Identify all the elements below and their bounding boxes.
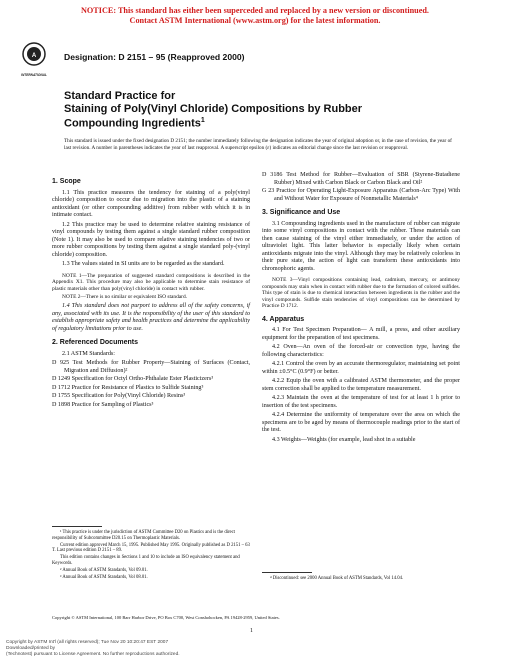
reference-d1898: D 1898 Practice for Sampling of Plastics³ [52,401,154,408]
footnote: ¹ This practice is under the jurisdiction of ASTM Committee D20 on Plastics and is the direct responsibility of Subcommittee D20.15 on Thermoplastic Materials. [52,530,235,541]
right-column [262,172,460,446]
para-4-2-4: 4.2.4 Determine the uniformity of temperature over the area on which the specimens are to be aged by means of thermocouple readings prior to the start of the test. [262,412,460,434]
note-2: NOTE 2—There is no similar or equivalent ISO standard. [62,293,188,300]
license-line-2: Downloaded/printed by [6,645,56,651]
title-line-1: Standard Practice for [64,90,176,102]
footnote: This edition contains changes in Sections 1 and 10 to include an ISO equivalency statement and Keywords. [52,555,240,566]
section-scope-heading: 1. Scope [52,178,81,185]
designation: Designation: D 2151 – 95 (Reapproved 2000) [64,52,245,62]
license-stamp [6,640,180,657]
copyright-line: Copyright © ASTM International, 100 Barr Harbor Drive, PO Box C700, West Conshohocken, PA 19428-2959, United States. [52,615,280,620]
footnote-rule [52,526,102,527]
reference-g23: G 23 Practice for Operating Light-Exposure Apparatus (Carbon-Arc Type) With and Without Water for Exposure of Nonmetallic Materials⁴ [262,188,460,202]
reference-d3186: D 3186 Test Method for Rubber—Evaluation of SBR (Styrene-Butadiene Rubber) Mixed with Carbon Black or Carbon Black and Oil² [262,172,460,186]
section-apparatus-heading: 4. Apparatus [262,315,305,323]
title-line-2: Staining of Poly(Vinyl Chloride) Compositions by Rubber [64,102,363,115]
para-4-2-1: 4.2.1 Control the oven by an accurate thermoregulator, maintaining set point within ±0.5°C (0.9°F) or better. [262,361,460,375]
notice-banner [0,6,510,26]
license-line-1: Copyright by ASTM Int'l (all rights reserved); Tue Nov 20 10:20:47 EST 2007 [6,640,169,645]
svg-text:INTERNATIONAL: INTERNATIONAL [21,73,47,77]
title-line-3: Compounding Ingredients$^1$ [64,117,205,130]
notice-line-1: NOTICE: This standard has either been superceded and replaced by a new version or discontinued. [81,6,429,15]
footnotes-left [52,526,250,581]
para-4-3: 4.3 Weights—Weights (for example, lead shot in a suitable [272,436,416,443]
footnote: ³ Annual Book of ASTM Standards, Vol 08.01. [60,574,148,580]
section-significance-heading: 3. Significance and Use [262,209,341,216]
footnote-rule [262,572,312,573]
section-references-heading: 2. Referenced Documents [52,339,138,347]
para-2-1: 2.1 ASTM Standards: [62,350,115,357]
license-line-3: (Technotest) pursuant to License Agreement. No further reproductions authorized. [6,651,180,657]
para-1-3: 1.3 The values stated in SI units are to be regarded as the standard. [62,261,225,267]
note-3: NOTE 3—Vinyl compositions containing lead, cadmium, mercury, or antimony compounds may stain when in contact with rubber due to the formation of colored sulfides. This type of stain is due to chemical interaction between ingredients in the rubber and the vinyl compounds. Sulfide stain tendencies of vinyl compositions can be determined by Practice D 1712. [262,277,460,310]
astm-logo [20,40,48,82]
para-1-2: 1.2 This practice may be used to determine relative staining resistance of vinyl compounds by testing them against a single standard rubber composition (Note 1). It may also be used to compare relative staining tendencies of two or more rubber compositions by testing them against a single standard poly-(vinyl chloride) composition. [52,221,250,258]
notice-line-2: Contact ASTM International (www.astm.org) for the latest information. [129,16,381,25]
page-number: 1 [250,628,253,634]
para-3-1: 3.1 Compounding ingredients used in the manufacture of rubber can migrate into some vinyl compositions in contact with the rubber. These materials can then cause staining of the vinyl either immediately, or under the action of ultraviolet light. This latter behavior is especially likely when certain antioxidants migrate into the vinyl. Although they may be relatively colorless in their pure state, the action of light can transform these antioxidants into chromophoric agents. [262,220,460,272]
footnote: Current edition approved March 15, 1995. Published May 1995. Originally published as D 2151 – 63 T. Last previous edition D 2151 – 89. [52,542,250,554]
reference-d925: D 925 Test Methods for Rubber Property—Staining of Surfaces (Contact, Migration and Diffusion)² [52,360,250,374]
reference-d1755: D 1755 Specification for Poly(Vinyl Chloride) Resins³ [52,393,186,400]
reference-d1249: D 1249 Specification for Octyl Ortho-Phthalate Ester Plasticizers³ [52,376,214,383]
footnote: ² Annual Book of ASTM Standards, Vol 09.01. [60,567,148,573]
para-4-2: 4.2 Oven—An oven of the forced-air or convection type, having the following characteristics: [262,344,460,358]
para-1-1: 1.1 This practice measures the tendency for staining of a poly(vinyl chloride) composition to occur due to migration into the plastic of a staining antioxidant (or other compounding additive) from rubber with which it is in intimate contact. [52,189,250,218]
para-4-2-2: 4.2.2 Equip the oven with a calibrated ASTM thermometer, and the proper stem correction shall be applied to the temperature measurement. [262,378,460,392]
para-1-4: 1.4 This standard does not purport to address all of the safety concerns, if any, associated with its use. It is the responsibility of the user of this standard to establish appropriate safety and health practices and determine the applicability of regulatory limitations prior to use. [52,303,250,332]
document-title [64,90,464,130]
note-1: NOTE 1—The preparation of suggested standard compositions is described in the Appendix X1. This procedure may also be applicable to determine stain resistance of plastic materials other than poly(vinyl chloride) in contact with rubber. [52,272,250,292]
para-4-1: 4.1 For Test Specimen Preparation— A mill, a press, and other auxiliary equipment for the preparation of test specimens. [262,327,460,341]
reference-d1712: D 1712 Practice for Resistance of Plastics to Sulfide Staining³ [52,384,204,391]
left-column [52,172,250,410]
footnotes-right [262,572,460,583]
svg-text:A: A [31,53,37,59]
notes-block [52,273,250,301]
footnote: ⁴ Discontinued: see 2000 Annual Book of ASTM Standards, Vol 14.04. [270,576,404,581]
standard-intro: This standard is issued under the fixed designation D 2151; the number immediately following the designation indicates the year of original adoption or, in the case of revision, the year of last revision. A number in parentheses indicates the year of last reapproval. A superscript epsilon (ε) indicates an editorial change since the last revision or reapproval. [64,138,452,151]
para-4-2-3: 4.2.3 Maintain the oven at the temperature of test for at least 1 h prior to insertion of the test specimens. [262,395,460,409]
